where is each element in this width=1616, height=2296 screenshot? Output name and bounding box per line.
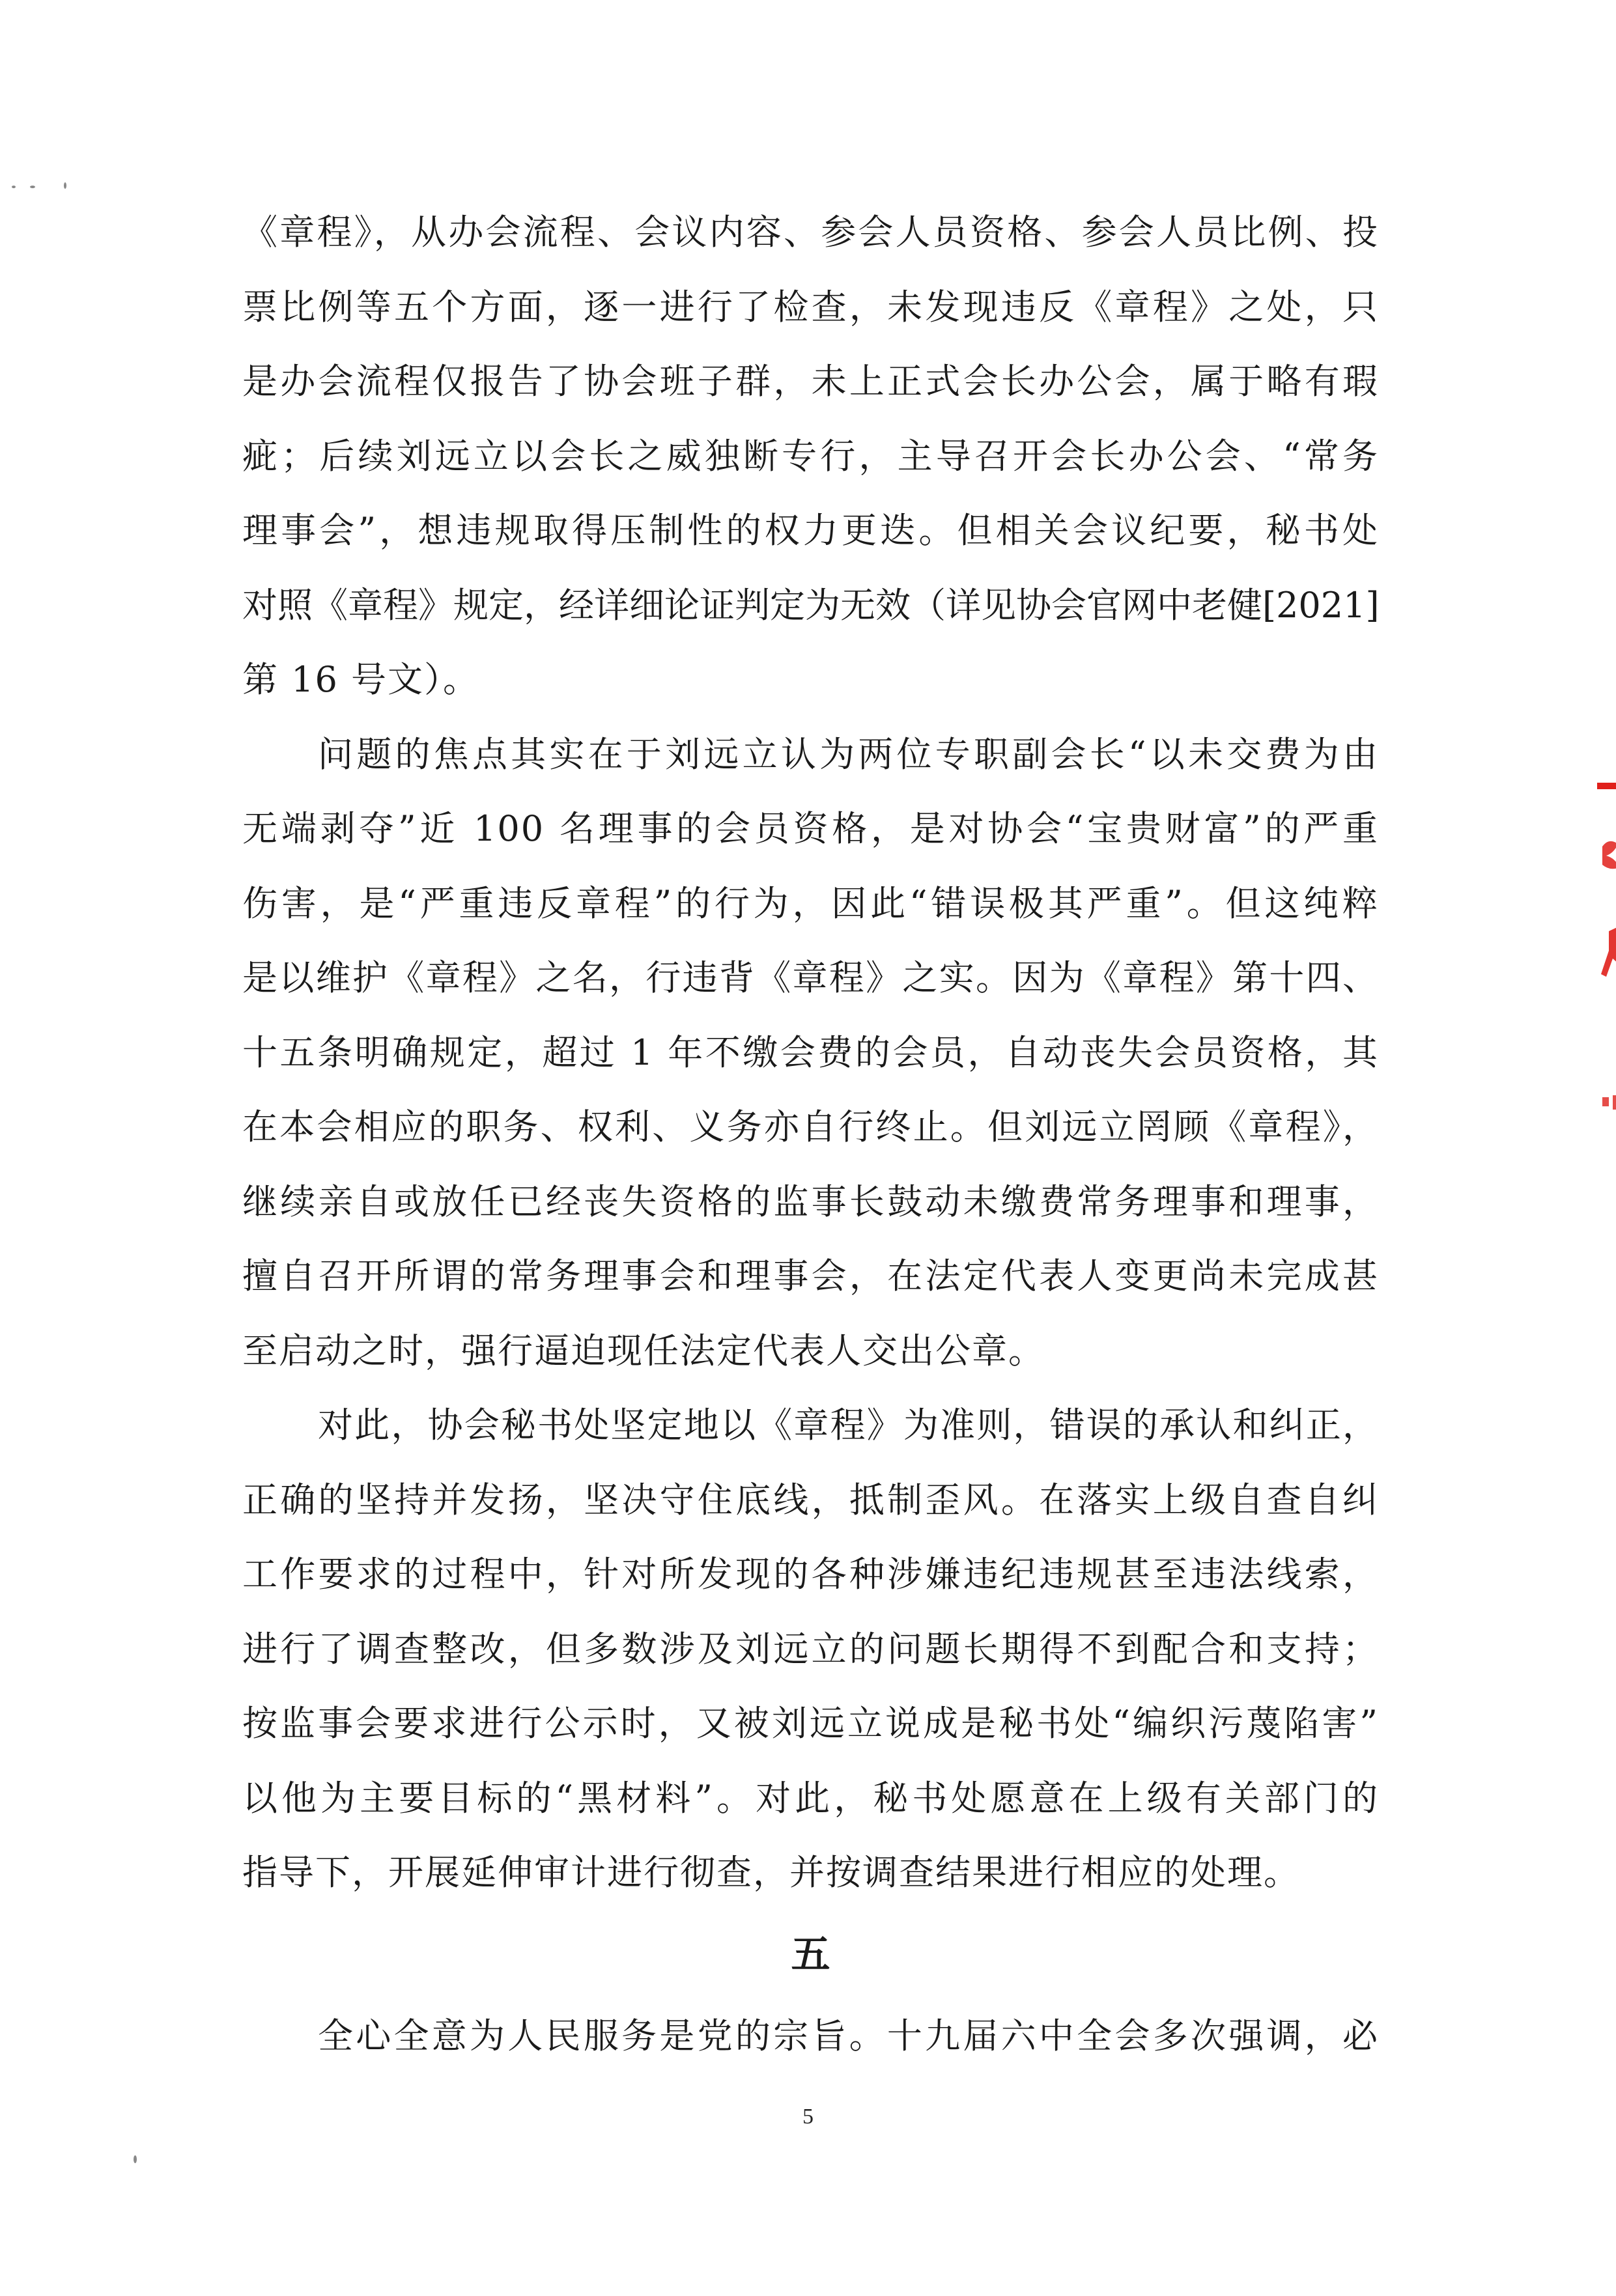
text-line: 对照《章程》规定，经详细论证判定为无效（详见协会官网中老健[2021]	[242, 584, 1380, 626]
text-line: 《章程》，从办会流程、会议内容、参会人员资格、参会人员比例、投	[242, 212, 1379, 253]
scan-speck	[30, 186, 35, 188]
text-line: 票比例等五个方面，逐一进行了检查，未发现违反《章程》之处，只	[242, 286, 1379, 328]
text-line: 疵；后续刘远立以会长之威独断专行，主导召开会长办公会、“常务	[242, 435, 1379, 477]
scan-speck	[12, 186, 16, 188]
text-line: 继续亲自或放任已经丧失资格的监事长鼓动未缴费常务理事和理事，	[242, 1181, 1379, 1222]
text-line: 指导下，开展延伸审计进行彻查，并按调查结果进行相应的处理。	[242, 1852, 1300, 1893]
paragraph-start-line: 全心全意为人民服务是党的宗旨。十九届六中全会多次强调，必	[318, 2015, 1379, 2056]
text-line: 进行了调查整改，但多数涉及刘远立的问题长期得不到配合和支持；	[242, 1628, 1379, 1670]
text-line: 十五条明确规定，超过 1 年不缴会费的会员，自动丧失会员资格，其	[242, 1031, 1379, 1073]
text-line: 正确的坚持并发扬，坚决守住底线，抵制歪风。在落实上级自查自纠	[242, 1479, 1379, 1520]
page-number: 5	[802, 2105, 814, 2129]
paragraph-start-line: 对此，协会秘书处坚定地以《章程》为准则，错误的承认和纠正，	[318, 1405, 1379, 1446]
text-line: 在本会相应的职务、权利、义务亦自行终止。但刘远立罔顾《章程》，	[242, 1106, 1379, 1147]
red-seal-fragment-icon	[1576, 775, 1616, 1140]
text-line: 以他为主要目标的“黑材料”。对此，秘书处愿意在上级有关部门的	[242, 1777, 1379, 1819]
text-line: 工作要求的过程中，针对所发现的各种涉嫌违纪违规甚至违法线索，	[242, 1554, 1379, 1595]
text-line: 是办会流程仅报告了协会班子群，未上正式会长办公会，属于略有瑕	[242, 361, 1379, 402]
paragraph-start-line: 问题的焦点其实在于刘远立认为两位专职副会长“以未交费为由	[318, 733, 1379, 775]
text-line: 伤害，是“严重违反章程”的行为，因此“错误极其严重”。但这纯粹	[242, 882, 1379, 924]
text-line: 无端剥夺”近 100 名理事的会员资格，是对协会“宝贵财富”的严重	[242, 808, 1379, 849]
text-line: 擅自召开所谓的常务理事会和理事会，在法定代表人变更尚未完成甚	[242, 1255, 1379, 1296]
scan-speck	[134, 2155, 137, 2163]
text-line: 第 16 号文）。	[242, 659, 480, 700]
section-heading: 五	[791, 1931, 830, 1978]
text-line: 至启动之时，强行逼迫现任法定代表人交出公章。	[242, 1330, 1045, 1371]
text-line: 按监事会要求进行公示时，又被刘远立说成是秘书处“编织污蔑陷害”	[242, 1703, 1379, 1744]
text-line: 理事会”，想违规取得压制性的权力更迭。但相关会议纪要，秘书处	[242, 510, 1379, 551]
text-line: 是以维护《章程》之名，行违背《章程》之实。因为《章程》第十四、	[242, 957, 1379, 998]
scan-speck	[64, 182, 66, 189]
document-body	[242, 195, 1379, 2073]
